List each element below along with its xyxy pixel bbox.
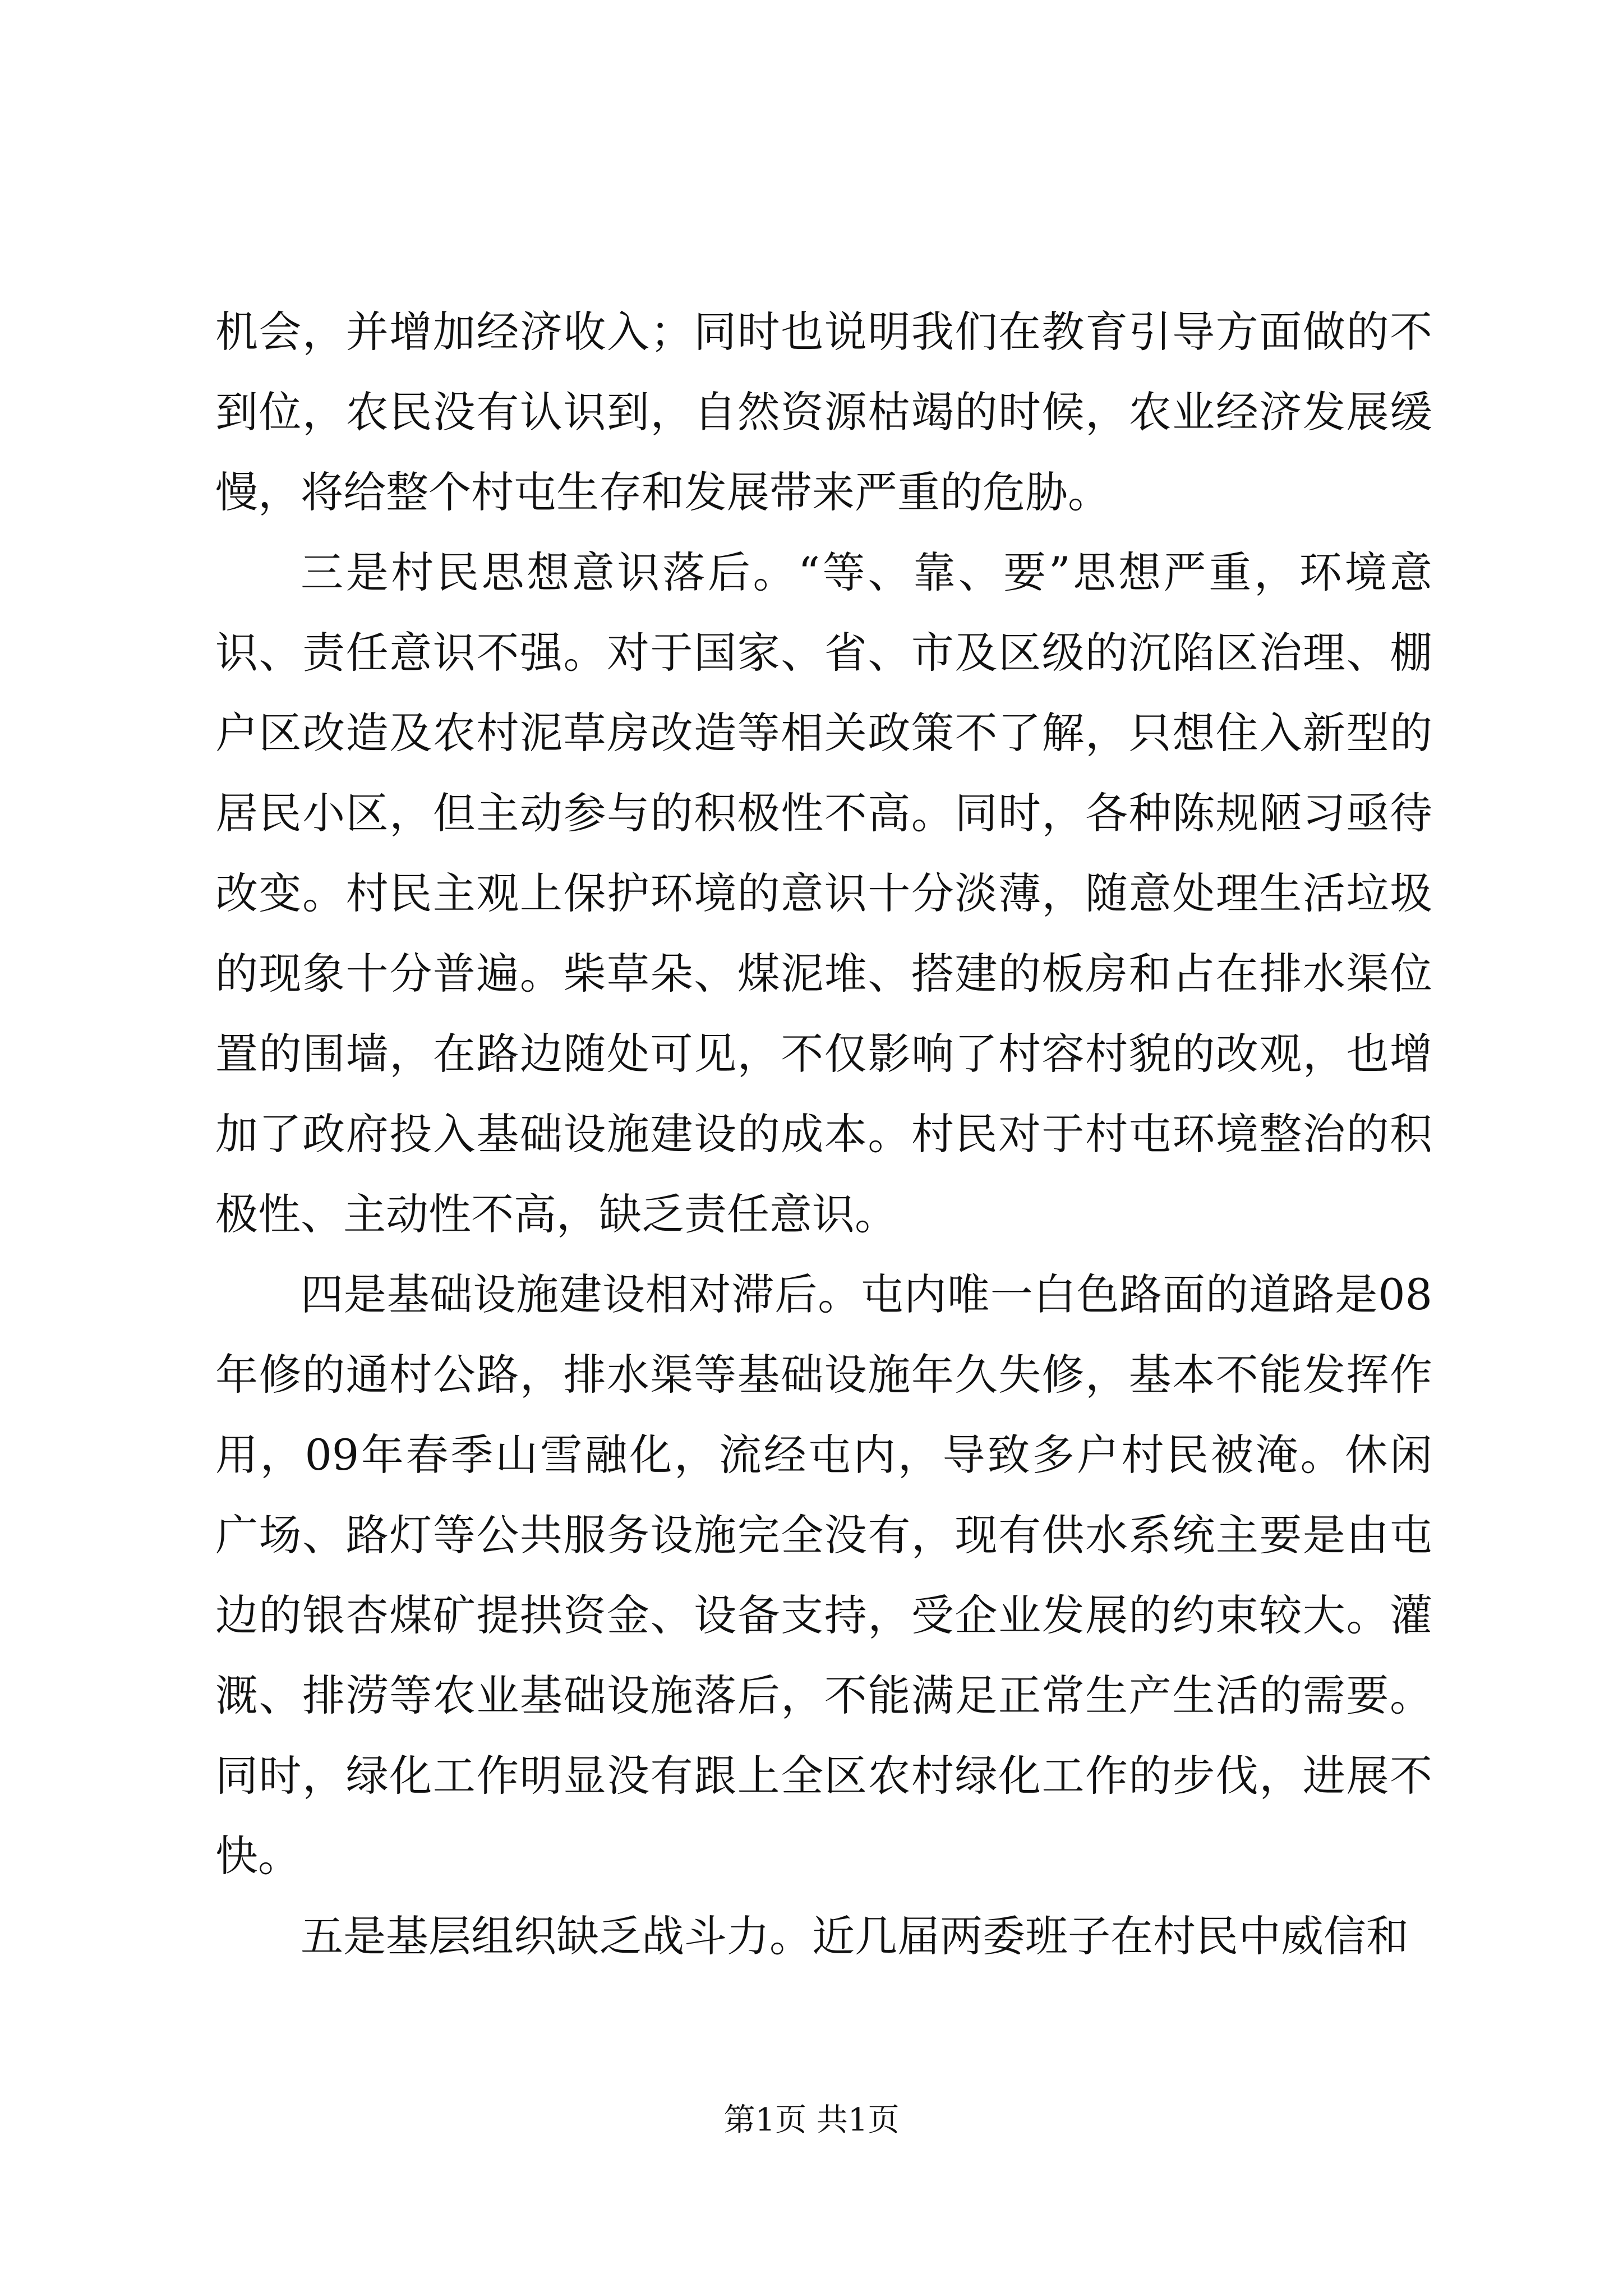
paragraph-start-line: 三是村民思想意识落后。“等、靠、要”思想严重，环境意 <box>301 547 1432 597</box>
text-line: 改变。村民主观上保护环境的意识十分淡薄，随意处理生活垃圾 <box>215 868 1432 918</box>
text-line: 居民小区，但主动参与的积极性不高。同时，各种陈规陋习亟待 <box>215 788 1432 838</box>
text-line: 广场、路灯等公共服务设施完全没有，现有供水系统主要是由屯 <box>215 1510 1432 1560</box>
text-line: 的现象十分普遍。柴草朵、煤泥堆、搭建的板房和占在排水渠位 <box>215 949 1432 999</box>
text-line: 年修的通村公路，排水渠等基础设施年久失修，基本不能发挥作 <box>215 1350 1432 1400</box>
text-line: 置的围墙，在路边随处可见，不仅影响了村容村貌的改观，也增 <box>215 1029 1432 1079</box>
text-line: 溉、排涝等农业基础设施落后，不能满足正常生产生活的需要。 <box>215 1671 1432 1720</box>
text-line: 加了政府投入基础设施建设的成本。村民对于村屯环境整治的积 <box>215 1109 1432 1159</box>
text-line: 快。 <box>215 1831 301 1881</box>
text-line: 户区改造及农村泥草房改造等相关政策不了解，只想住入新型的 <box>215 708 1432 758</box>
text-line: 边的银杏煤矿提拱资金、设备支持，受企业发展的约束较大。灌 <box>215 1590 1432 1640</box>
text-line: 识、责任意识不强。对于国家、省、市及区级的沉陷区治理、棚 <box>215 628 1432 678</box>
paragraph-start-line: 四是基础设施建设相对滞后。屯内唯一白色路面的道路是08 <box>301 1269 1432 1319</box>
text-line: 同时，绿化工作明显没有跟上全区农村绿化工作的步伐，进展不 <box>215 1751 1432 1801</box>
document-body <box>215 292 1432 1976</box>
text-line: 极性、主动性不高，缺乏责任意识。 <box>215 1189 897 1239</box>
paragraph-start-line: 五是基层组织缺乏战斗力。近几届两委班子在村民中威信和 <box>301 1911 1409 1961</box>
text-line: 用，09年春季山雪融化，流经屯内，导致多户村民被淹。休闲 <box>215 1430 1432 1480</box>
text-line: 到位，农民没有认识到，自然资源枯竭的时候，农业经济发展缓 <box>215 387 1432 437</box>
page-footer: 第1页 共1页 <box>723 2102 900 2138</box>
text-line: 慢，将给整个村屯生存和发展带来严重的危胁。 <box>215 467 1110 517</box>
text-line: 机会，并增加经济收入；同时也说明我们在教育引导方面做的不 <box>215 307 1432 357</box>
